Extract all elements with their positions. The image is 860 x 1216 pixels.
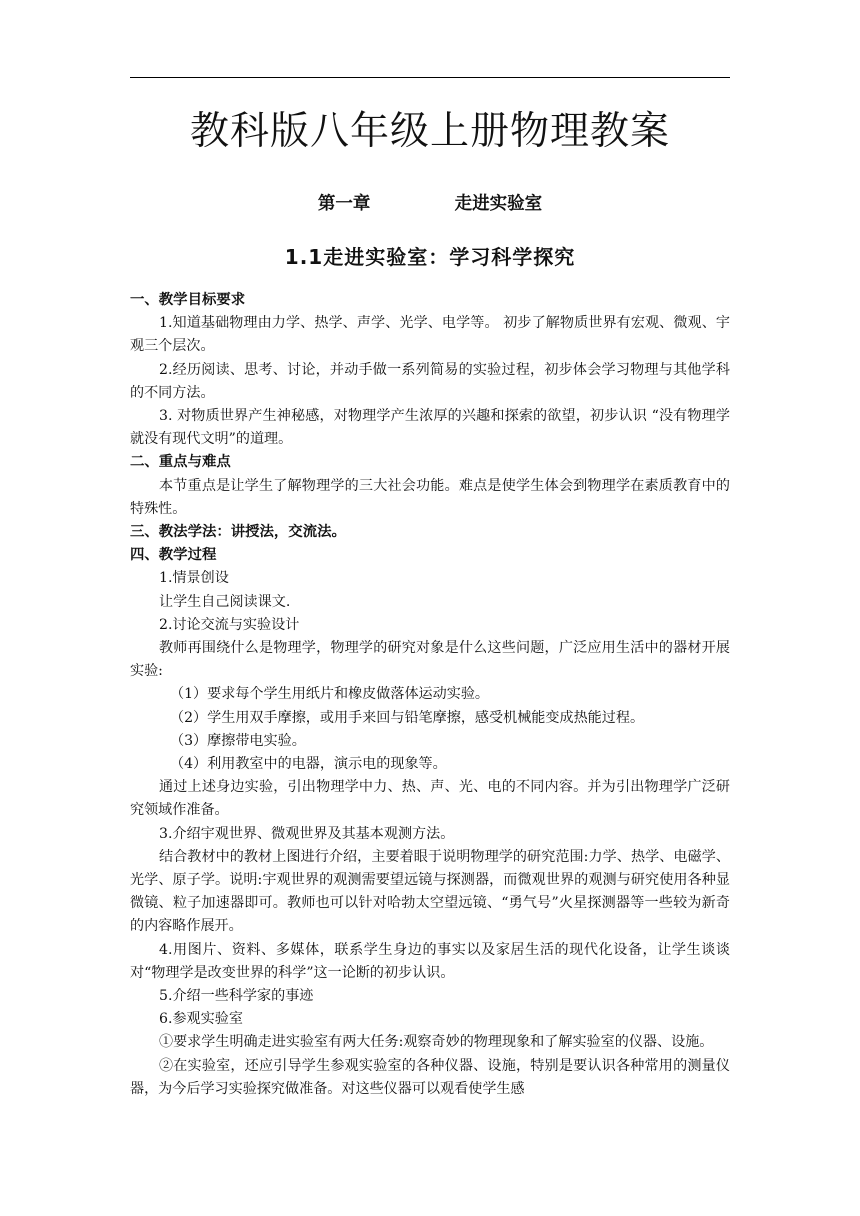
list-item: 5.介绍一些科学家的事迹 bbox=[159, 988, 314, 1005]
sub-list-item: （2）学生用双手摩擦，或用手来回与铅笔摩擦，感受机械能变成热能过程。 bbox=[170, 709, 645, 726]
heading-key-points: 二、重点与难点 bbox=[130, 454, 231, 471]
list-item: 6.参观实验室 bbox=[159, 1011, 243, 1028]
paragraph: 本节重点是让学生了解物理学的三大社会功能。难点是使学生体会到物理学在素质教育中的特殊性。 bbox=[130, 477, 730, 517]
list-item: 3.介绍宇观世界、微观世界及其基本观测方法。 bbox=[159, 825, 455, 842]
paragraph: ①要求学生明确走进实验室有两大任务:观察奇妙的物理现象和了解实验室的仪器、设施。 bbox=[159, 1034, 714, 1051]
list-item: 1.情景创设 bbox=[159, 570, 229, 587]
header-rule bbox=[130, 77, 730, 78]
paragraph: 2.经历阅读、思考、讨论，并动手做一系列简易的实验过程，初步体会学习物理与其他学科的不同方法。 bbox=[130, 361, 730, 401]
list-item: 2.讨论交流与实验设计 bbox=[159, 616, 300, 633]
paragraph: 教师再围绕什么是物理学，物理学的研究对象是什么这些问题，广泛应用生活中的器材开展实验: bbox=[130, 639, 730, 680]
heading-objectives: 一、教学目标要求 bbox=[130, 292, 246, 308]
sub-list-item: （4）利用教室中的电器，演示电的现象等。 bbox=[170, 756, 447, 772]
paragraph: 通过上述身边实验，引出物理学中力、热、声、光、电的不同内容。并为引出物理学广泛研究领域作准备。 bbox=[130, 779, 730, 819]
paragraph: 1.知道基础物理由力学、热学、声学、光学、电学等。 初步了解物质世界有宏观、微观、宇观三个层次。 bbox=[130, 315, 730, 355]
paragraph: 4.用图片、资料、多媒体，联系学生身边的事实以及家居生活的现代化设备，让学生谈谈对“物理学是改变世界的科学”这一论断的初步认识。 bbox=[130, 941, 730, 981]
paragraph: 3. 对物质世界产生神秘感，对物理学产生浓厚的兴趣和探索的欲望，初步认识 “没有物理学就没有现代文明”的道理。 bbox=[130, 408, 730, 448]
document-body bbox=[130, 289, 730, 1101]
heading-process: 四、教学过程 bbox=[130, 547, 217, 564]
heading-methods: 三、教法学法：讲授法，交流法。 bbox=[130, 524, 346, 540]
paragraph: 结合教材中的教材上图进行介绍，主要着眼于说明物理学的研究范围:力学、热学、电磁学、光学、原子学。说明:宇观世界的观测需要望远镜与探测器，而微观世界的观测与研究使用各种显微镜、粒子加速器即可。教师也可以针对哈勃太空望远镜、“勇气号”火星探测器等一些较为新奇的内容略作展开。 bbox=[130, 848, 730, 935]
sub-list-item: （1）要求每个学生用纸片和橡皮做落体运动实验。 bbox=[170, 686, 490, 703]
list-item: 让学生自己阅读课文. bbox=[159, 593, 291, 610]
sub-list-item: （3）摩擦带电实验。 bbox=[170, 732, 306, 749]
document-title: 教科版八年级上册物理教案 bbox=[189, 109, 670, 154]
section-heading: 1.1走进实验室：学习科学探究 bbox=[284, 245, 576, 269]
chapter-heading: 第一章 走进实验室 bbox=[317, 194, 543, 214]
paragraph: ②在实验室，还应引导学生参观实验室的各种仪器、设施，特别是要认识各种常用的测量仪器，为今后学习实验探究做准备。对这些仪器可以观看使学生感 bbox=[130, 1057, 730, 1097]
